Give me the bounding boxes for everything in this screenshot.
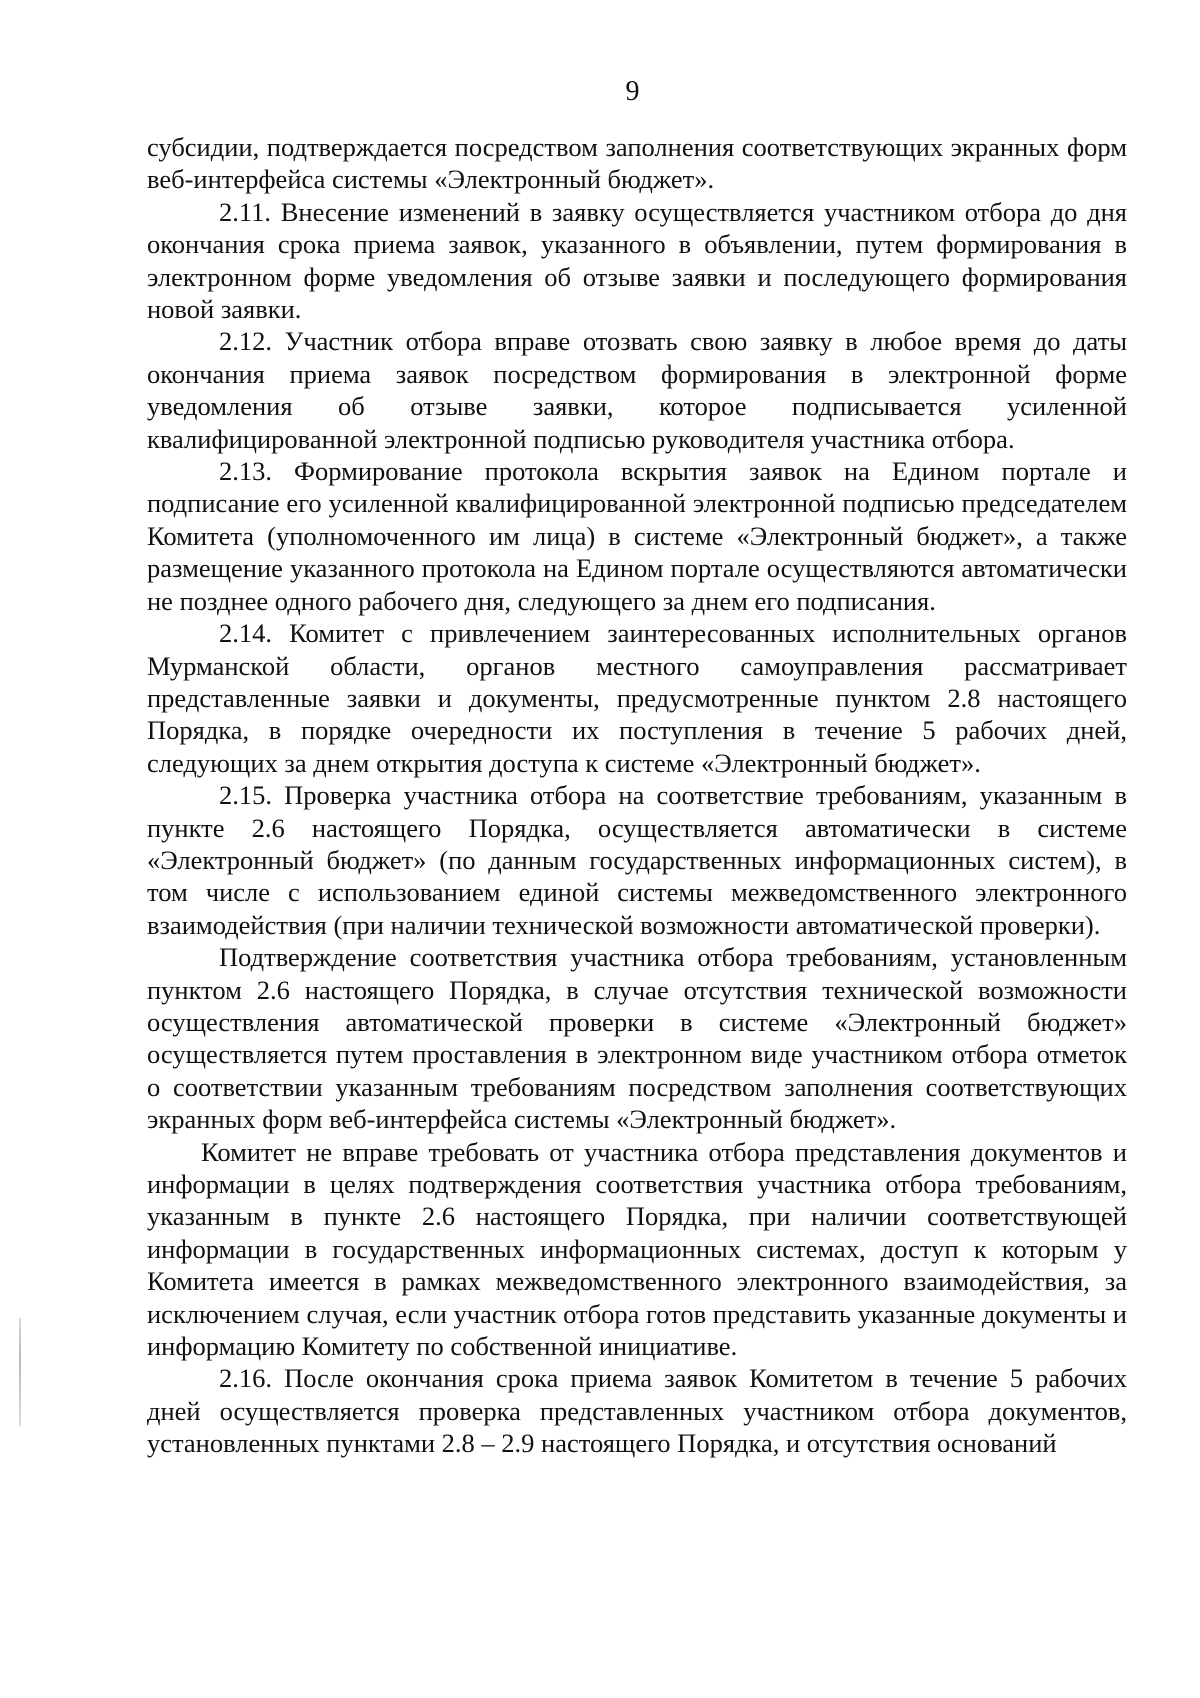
paragraph-2-14: 2.14. Комитет с привлечением заинтересованных исполнительных органов Мурманской области, органов местного самоуправления рассматривает представленные заявки и документы, предусмотренные пунктом 2.8 настоящего Порядка, в порядке очередности их поступления в течение 5 рабочих дней, следующих за днем открытия доступа к системе «Электронный бюджет». xyxy=(147,618,1127,778)
document-body xyxy=(147,131,1127,1460)
paragraph-committee-restriction: Комитет не вправе требовать от участника отбора представления документов и информации в целях подтверждения соответствия участника отбора требованиям, указанным в пункте 2.6 настоящего Порядка, при наличии соответствующей информации в государственных информационных системах, доступ к которым у Комитета имеется в рамках межведомственного электронного взаимодействия, за исключением случая, если участник отбора готов представить указанные документы и информацию Комитету по собственной инициативе. xyxy=(147,1136,1127,1362)
paragraph-2-15: 2.15. Проверка участника отбора на соответствие требованиям, указанным в пункте 2.6 настоящего Порядка, осуществляется автоматически в системе «Электронный бюджет» (по данным государственных информационных систем), в том числе с использованием единой системы межведомственного электронного взаимодействия (при наличии технической возможности автоматической проверки). xyxy=(147,780,1127,940)
paragraph-2-16: 2.16. После окончания срока приема заявок Комитетом в течение 5 рабочих дней осуществляется проверка представленных участником отбора документов, установленных пунктами 2.8 – 2.9 настоящего Порядка, и отсутствия оснований xyxy=(147,1363,1127,1459)
paragraph-continuation: субсидии, подтверждается посредством заполнения соответствующих экранных форм веб-интерфейса системы «Электронный бюджет». xyxy=(147,132,1127,195)
paragraph-2-11: 2.11. Внесение изменений в заявку осуществляется участником отбора до дня окончания срока приема заявок, указанного в объявлении, путем формирования в электронном форме уведомления об отзыве заявки и последующего формирования новой заявки. xyxy=(147,196,1127,325)
page-number: 9 xyxy=(625,76,640,107)
paragraph-confirmation: Подтверждение соответствия участника отбора требованиям, установленным пунктом 2.6 настоящего Порядка, в случае отсутствия технической возможности осуществления автоматической проверки в системе «Электронный бюджет» осуществляется путем проставления в электронном виде участником отбора отметок о соответствии указанным требованиям посредством заполнения соответствующих экранных форм веб-интерфейса системы «Электронный бюджет». xyxy=(147,942,1127,1135)
scan-margin-mark xyxy=(19,1318,21,1426)
paragraph-2-13: 2.13. Формирование протокола вскрытия заявок на Едином портале и подписание его усиленной квалифицированной электронной подписью председателем Комитета (уполномоченного им лица) в системе «Электронный бюджет», а также размещение указанного протокола на Едином портале осуществляются автоматически не позднее одного рабочего дня, следующего за днем его подписания. xyxy=(147,456,1127,616)
paragraph-2-12: 2.12. Участник отбора вправе отозвать свою заявку в любое время до даты окончания приема заявок посредством формирования в электронной форме уведомления об отзыве заявки, которое подписывается усиленной квалифицированной электронной подписью руководителя участника отбора. xyxy=(147,326,1127,454)
